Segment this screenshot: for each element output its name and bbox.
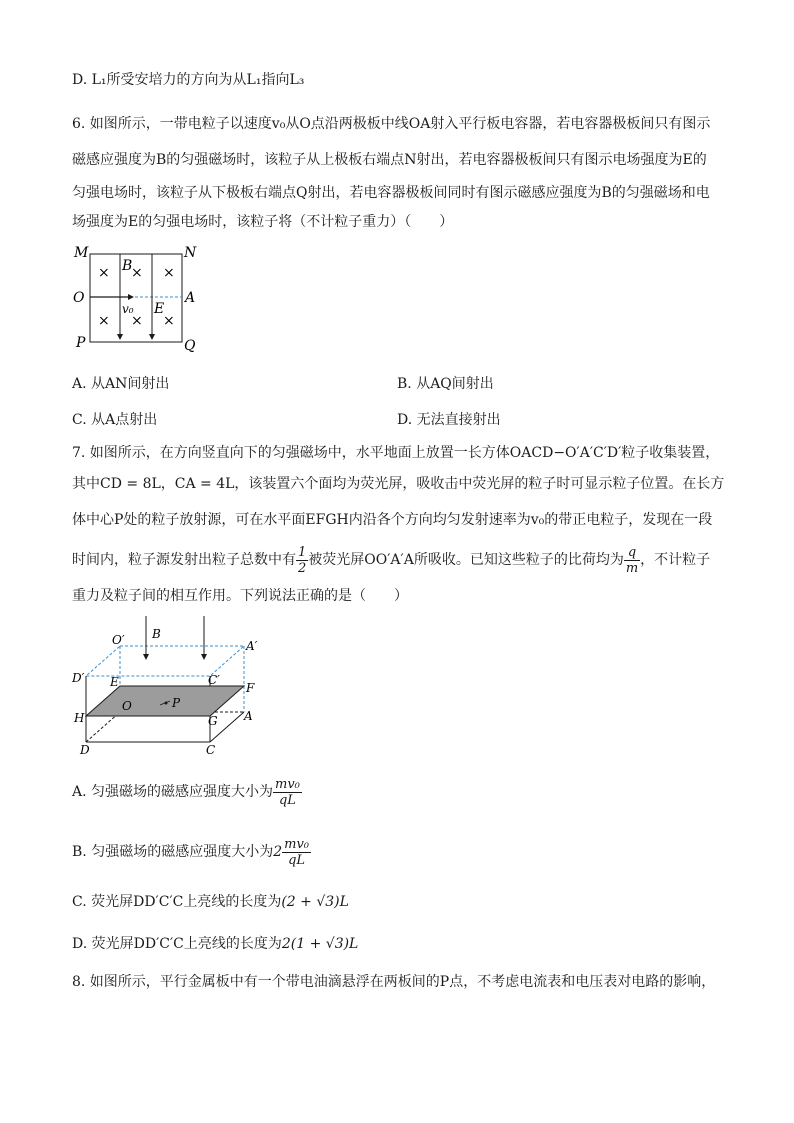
q7-ratio-numerator: q — [624, 545, 640, 561]
q7-option-a-text: A. 匀强磁场的磁感应强度大小为 — [72, 784, 274, 800]
q6-cross: × — [163, 265, 175, 281]
q7-box-figure — [68, 612, 268, 758]
q6-label-b: B — [122, 258, 133, 274]
q6-cross: × — [98, 265, 110, 281]
q6-label-m: M — [74, 245, 89, 261]
q7-option-b — [72, 834, 311, 870]
q7-stem-line-4-part-1: 时间内，粒子源发射出粒子总数中有 — [72, 552, 296, 568]
q7-option-c-text: C. 荧光屏DD′C′C上亮线的长度为 — [72, 894, 282, 910]
q6-option-c: C. 从A点射出 — [72, 412, 158, 428]
q6-label-n: N — [184, 245, 197, 261]
q6-capacitor-figure — [68, 240, 208, 356]
q6-stem-line-1: 6. 如图所示，一带电粒子以速度v₀从O点沿两极板中线OA射入平行板电容器，若电容器极板间只有图示 — [72, 116, 711, 132]
q6-label-q: Q — [184, 338, 196, 354]
q7-label-d: D — [80, 743, 90, 757]
q7-label-e: E — [110, 675, 119, 689]
q7-option-b-numerator: mv₀ — [284, 836, 310, 852]
q7-option-a-denominator: qL — [278, 792, 296, 808]
q7-label-d-prime: D′ — [72, 671, 85, 685]
q7-stem-line-4 — [72, 542, 710, 578]
q7-label-b: B — [152, 627, 161, 641]
q6-label-v0: v₀ — [122, 302, 134, 316]
q7-label-p: P — [172, 696, 181, 710]
q7-ratio-denominator: m — [625, 560, 639, 576]
q7-option-a-numerator: mv₀ — [275, 776, 300, 792]
q7-option-c-expr: (2 + √3)L — [281, 894, 349, 910]
q7-stem-line-1: 7. 如图所示，在方向竖直向下的匀强磁场中，水平地面上放置一长方体OACD−O′A′C′D′粒子收集装置， — [72, 445, 720, 461]
q6-label-p: P — [76, 335, 86, 351]
q6-option-b: B. 从AQ间射出 — [397, 376, 494, 392]
q7-label-f: F — [246, 681, 255, 695]
q7-option-c — [72, 892, 349, 912]
q7-half-denominator: 2 — [298, 560, 307, 576]
q7-option-b-denominator: qL — [288, 852, 306, 868]
q6-stem-line-2: 磁感应强度为B的匀强磁场时，该粒子从上极板右端点N射出，若电容器极板间只有图示电场强度为E的 — [72, 152, 707, 168]
q6-stem-line-4: 场强度为E的匀强电场时，该粒子将（不计粒子重力）（ ） — [72, 214, 454, 230]
q6-cross: × — [163, 313, 175, 329]
q6-label-e: E — [154, 301, 165, 317]
q7-label-c-prime: C′ — [208, 673, 220, 687]
q7-label-a-prime: A′ — [246, 639, 258, 653]
q6-cross: × — [98, 313, 110, 329]
q6-option-d: D. 无法直接射出 — [397, 412, 501, 428]
q7-stem-line-4-part-3: ，不计粒子 — [640, 552, 711, 568]
q7-label-o-prime: O′ — [112, 633, 125, 647]
q7-top-face — [86, 646, 244, 676]
q6-stem-line-3: 匀强电场时，该粒子从下极板右端点Q射出，若电容器极板间同时有图示磁感应强度为B的匀强磁场和电 — [72, 185, 710, 201]
q7-option-d — [72, 934, 358, 954]
q7-half-numerator: 1 — [298, 544, 307, 560]
q7-label-g: G — [208, 714, 218, 728]
q7-fraction-ratio — [624, 545, 640, 576]
q7-stem-line-2: 其中CD = 8L，CA = 4L，该装置六个面均为荧光屏，吸收击中荧光屏的粒子时可显示粒子位置。在长方 — [72, 476, 725, 492]
q7-stem-line-5: 重力及粒子间的相互作用。下列说法正确的是（ ） — [72, 588, 408, 604]
q6-label-o: O — [73, 290, 85, 306]
q7-option-b-prefix: 2 — [273, 844, 283, 860]
q7-label-a: A — [244, 709, 253, 723]
q7-label-c: C — [206, 743, 216, 757]
q6-label-a: A — [185, 290, 196, 306]
q6-cross: × — [131, 265, 143, 281]
q6-option-a: A. 从AN间射出 — [72, 376, 170, 392]
q5-option-d: D. L₁所受安培力的方向为从L₁指向L₃ — [72, 72, 305, 88]
q7-label-h: H — [74, 711, 85, 725]
q7-option-a-fraction — [273, 777, 302, 808]
q7-option-d-expr: 2(1 + √3)L — [281, 936, 359, 952]
q7-label-o: O — [122, 699, 132, 713]
q7-option-b-text: B. 匀强磁场的磁感应强度大小为 — [72, 844, 274, 860]
q7-stem-line-3: 体中心P处的粒子放射源，可在水平面EFGH内沿各个方向均匀发射速率为v₀的带正电粒子，发现在一段 — [72, 512, 713, 528]
q7-option-d-text: D. 荧光屏DD′C′C上亮线的长度为 — [72, 936, 282, 952]
q8-stem-line-1: 8. 如图所示，平行金属板中有一个带电油滴悬浮在两板间的P点，不考虑电流表和电压表对电路的影响， — [72, 974, 716, 990]
q6-cross: × — [131, 313, 143, 329]
q7-fraction-half — [296, 545, 308, 576]
q7-option-b-fraction — [282, 837, 311, 868]
q7-stem-line-4-part-2: 被荧光屏OO′A′A所吸收。已知这些粒子的比荷均为 — [308, 552, 624, 568]
q7-option-a — [72, 774, 302, 810]
